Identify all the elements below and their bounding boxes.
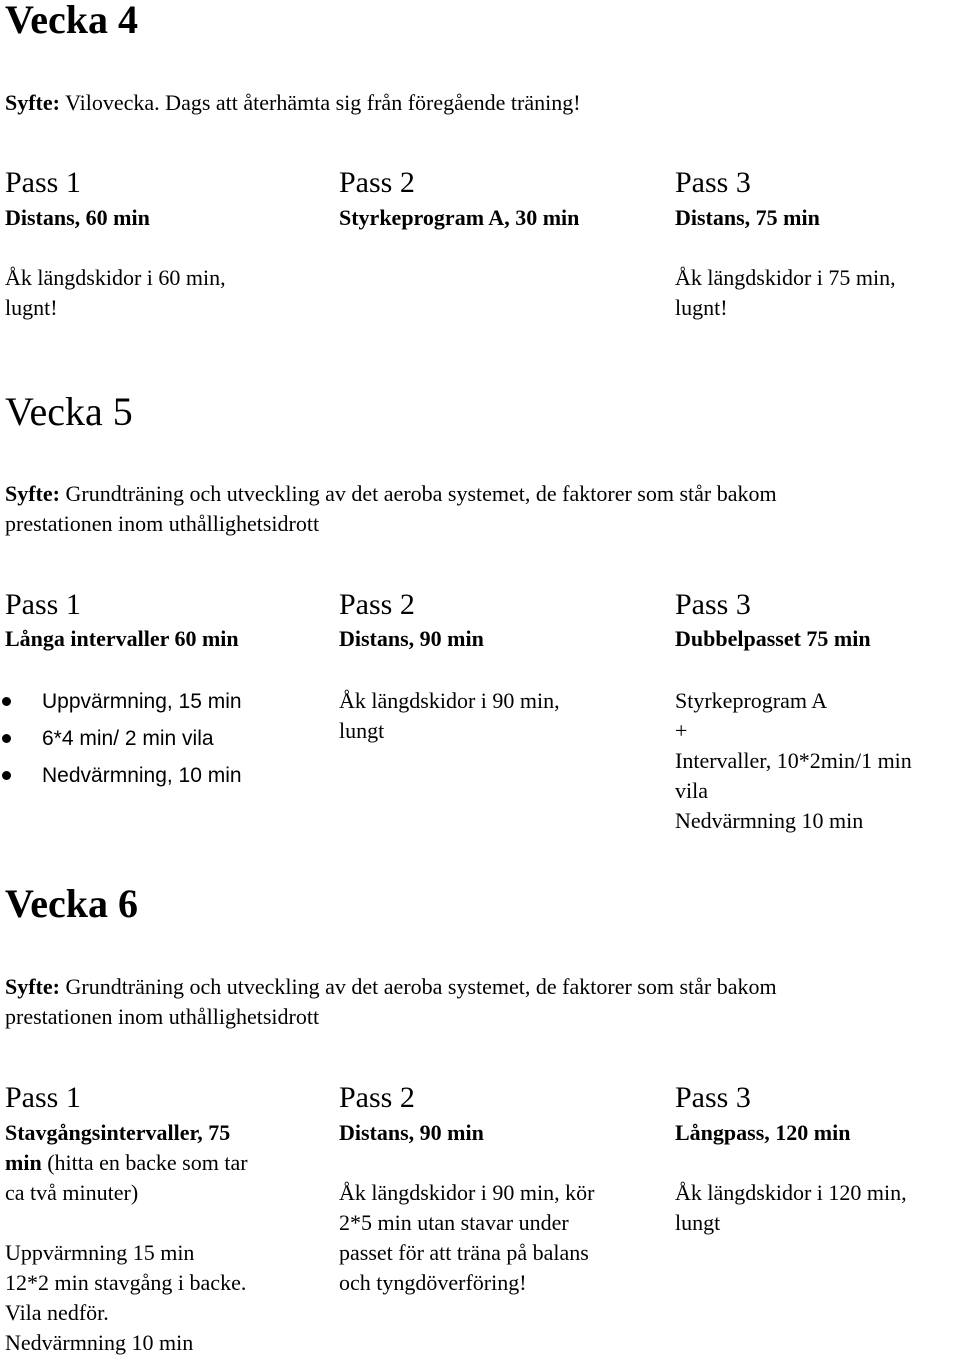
week4-pass2-title: Pass 2 <box>339 166 415 199</box>
subtitle-rest: (hitta en backe som tar <box>41 1150 248 1175</box>
week4-pass3-body <box>675 263 896 323</box>
week5-title: Vecka 5 <box>5 389 133 434</box>
week6-pass2-title: Pass 2 <box>339 1081 415 1114</box>
list-item-text: Nedvärmning, 10 min <box>42 764 242 787</box>
week5-pass2-subtitle: Distans, 90 min <box>339 626 484 651</box>
body-line: lungt <box>675 1210 721 1235</box>
subtitle-line <box>5 1148 248 1178</box>
body-line: lungt <box>339 718 385 743</box>
week6-purpose <box>5 972 777 1032</box>
list-item <box>0 720 242 757</box>
week5-purpose <box>5 479 777 539</box>
list-item-text: Uppvärmning, 15 min <box>42 690 242 713</box>
purpose-line: prestationen inom uthållighetsidrott <box>5 511 320 536</box>
body-line: Vila nedför. <box>5 1300 109 1325</box>
week6-pass2-body <box>339 1178 594 1298</box>
week5-pass3-subtitle: Dubbelpasset 75 min <box>675 626 871 651</box>
list-item <box>0 683 242 720</box>
week4-purpose <box>5 88 581 118</box>
week5-pass3-title: Pass 3 <box>675 588 751 621</box>
week5-pass3-body <box>675 686 912 836</box>
week4-pass1-subtitle: Distans, 60 min <box>5 205 150 230</box>
week6-title: Vecka 6 <box>5 881 138 926</box>
purpose-label: Syfte: <box>5 90 60 115</box>
body-line: Åk längdskidor i 120 min, <box>675 1180 907 1205</box>
body-line: Åk längdskidor i 60 min, <box>5 265 226 290</box>
week6-pass1-subtitle <box>5 1118 248 1208</box>
week6-pass3-title: Pass 3 <box>675 1081 751 1114</box>
week5-pass1-bullets <box>0 683 242 794</box>
bullet-icon <box>2 734 11 743</box>
purpose-label: Syfte: <box>5 481 60 506</box>
body-line: Uppvärmning 15 min <box>5 1240 195 1265</box>
body-line: lugnt! <box>675 295 728 320</box>
body-line: 12*2 min stavgång i backe. <box>5 1270 247 1295</box>
body-line: Styrkeprogram A <box>675 688 828 713</box>
body-line: Åk längdskidor i 75 min, <box>675 265 896 290</box>
subtitle-line: ca två minuter) <box>5 1180 139 1205</box>
purpose-line: prestationen inom uthållighetsidrott <box>5 1004 320 1029</box>
week6-pass1-title: Pass 1 <box>5 1081 81 1114</box>
body-line: passet för att träna på balans <box>339 1240 589 1265</box>
body-line: + <box>675 718 688 743</box>
week5-pass2-title: Pass 2 <box>339 588 415 621</box>
purpose-text: Vilovecka. Dags att återhämta sig från föregående träning! <box>65 90 581 115</box>
list-item <box>0 757 242 794</box>
body-line: 2*5 min utan stavar under <box>339 1210 569 1235</box>
body-line: lugnt! <box>5 295 58 320</box>
body-line: vila <box>675 778 708 803</box>
week5-pass2-body <box>339 686 560 746</box>
purpose-line <box>5 479 777 509</box>
week6-pass3-subtitle: Långpass, 120 min <box>675 1120 851 1145</box>
purpose-text: Grundträning och utveckling av det aeroba systemet, de faktorer som står bakom <box>65 481 777 506</box>
week4-pass3-subtitle: Distans, 75 min <box>675 205 820 230</box>
week4-pass1-title: Pass 1 <box>5 166 81 199</box>
body-line: Åk längdskidor i 90 min, <box>339 688 560 713</box>
body-line: Nedvärmning 10 min <box>675 808 864 833</box>
week4-pass1-body <box>5 263 226 323</box>
subtitle-bold: min <box>5 1150 42 1175</box>
purpose-label: Syfte: <box>5 974 60 999</box>
purpose-text: Grundträning och utveckling av det aeroba systemet, de faktorer som står bakom <box>65 974 777 999</box>
bullet-icon <box>2 771 11 780</box>
week4-title: Vecka 4 <box>5 0 138 42</box>
purpose-line <box>5 972 777 1002</box>
week5-pass1-title: Pass 1 <box>5 588 81 621</box>
week5-pass1-subtitle: Långa intervaller 60 min <box>5 626 239 651</box>
week6-pass1-body <box>5 1238 246 1358</box>
week4-pass3-title: Pass 3 <box>675 166 751 199</box>
body-line: Intervaller, 10*2min/1 min <box>675 748 912 773</box>
week4-pass2-subtitle: Styrkeprogram A, 30 min <box>339 205 580 230</box>
list-item-text: 6*4 min/ 2 min vila <box>42 727 214 750</box>
week6-pass3-body <box>675 1178 907 1238</box>
subtitle-line <box>5 1118 248 1148</box>
body-line: och tyngdöverföring! <box>339 1270 527 1295</box>
bullet-icon <box>2 697 11 706</box>
body-line: Åk längdskidor i 90 min, kör <box>339 1180 595 1205</box>
week6-pass2-subtitle: Distans, 90 min <box>339 1120 484 1145</box>
body-line: Nedvärmning 10 min <box>5 1330 194 1355</box>
subtitle-bold: Stavgångsintervaller, 75 <box>5 1120 231 1145</box>
